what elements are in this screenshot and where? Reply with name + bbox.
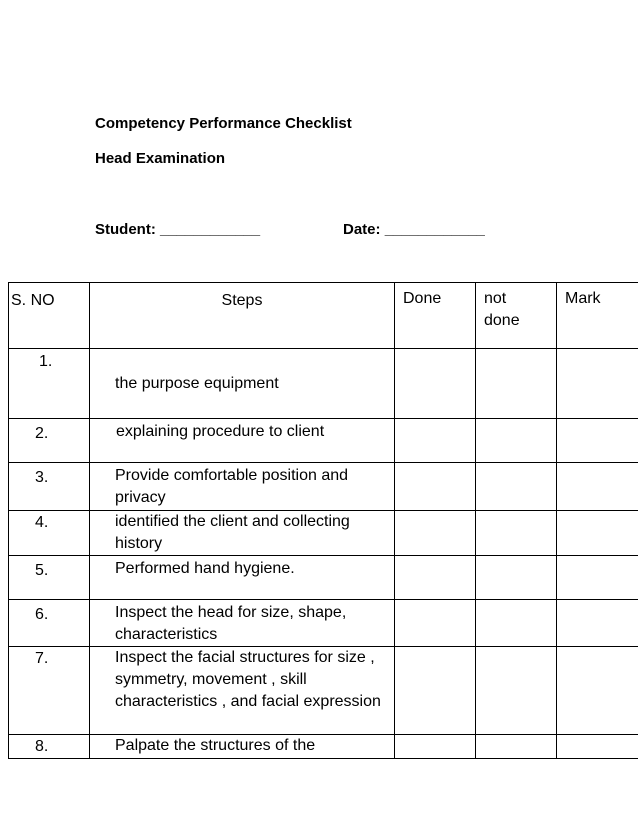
date-blank: ____________ — [384, 221, 485, 238]
student-label: Student: — [95, 221, 156, 238]
row-sno: 8. — [9, 735, 90, 759]
table-row — [9, 419, 638, 463]
row-done-cell[interactable] — [395, 647, 476, 735]
row-done-cell[interactable] — [395, 511, 476, 556]
student-field — [95, 221, 260, 239]
table-row — [9, 463, 638, 511]
row-not-done-cell[interactable] — [476, 349, 557, 419]
document-title: Competency Performance Checklist — [95, 115, 352, 132]
header-steps: Steps — [90, 283, 395, 349]
row-sno: 1. — [9, 349, 90, 419]
row-mark-cell[interactable] — [557, 349, 638, 419]
header-sno: S. NO — [9, 283, 90, 349]
row-mark-cell[interactable] — [557, 511, 638, 556]
row-done-cell[interactable] — [395, 419, 476, 463]
table-header-row — [9, 283, 638, 349]
row-mark-cell[interactable] — [557, 647, 638, 735]
row-not-done-cell[interactable] — [476, 419, 557, 463]
row-mark-cell[interactable] — [557, 463, 638, 511]
row-not-done-cell[interactable] — [476, 735, 557, 759]
row-step: Inspect the head for size, shape, characteristics — [90, 600, 395, 647]
row-sno: 6. — [9, 600, 90, 647]
table-row — [9, 600, 638, 647]
row-mark-cell[interactable] — [557, 600, 638, 647]
row-not-done-cell[interactable] — [476, 556, 557, 600]
table-row — [9, 735, 638, 759]
document-subtitle: Head Examination — [95, 150, 226, 167]
row-step: Palpate the structures of the — [90, 735, 395, 759]
row-step: Performed hand hygiene. — [90, 556, 395, 600]
row-done-cell[interactable] — [395, 735, 476, 759]
row-not-done-cell[interactable] — [476, 647, 557, 735]
table-row — [9, 556, 638, 600]
header-mark: Mark — [557, 283, 638, 349]
row-sno: 7. — [9, 647, 90, 735]
row-sno: 2. — [9, 419, 90, 463]
row-step: Inspect the facial structures for size , symmetry, movement , skill characteristics , and facial expression — [90, 647, 395, 735]
date-field — [343, 221, 485, 239]
row-not-done-cell[interactable] — [476, 511, 557, 556]
row-done-cell[interactable] — [395, 556, 476, 600]
row-not-done-cell[interactable] — [476, 600, 557, 647]
header-not-done — [476, 283, 557, 349]
student-blank: ____________ — [160, 221, 261, 238]
row-mark-cell[interactable] — [557, 556, 638, 600]
row-not-done-cell[interactable] — [476, 463, 557, 511]
table-row — [9, 511, 638, 556]
header-not-done-line1: not — [484, 290, 507, 307]
row-mark-cell[interactable] — [557, 735, 638, 759]
row-sno: 5. — [9, 556, 90, 600]
header-not-done-line2: done — [484, 312, 520, 329]
header-done: Done — [395, 283, 476, 349]
row-done-cell[interactable] — [395, 600, 476, 647]
table-row — [9, 349, 638, 419]
checklist-table — [8, 282, 638, 759]
date-label: Date: — [343, 221, 381, 238]
row-step: Provide comfortable position and privacy — [90, 463, 395, 511]
row-sno: 4. — [9, 511, 90, 556]
row-step: the purpose equipment — [90, 349, 395, 419]
row-done-cell[interactable] — [395, 349, 476, 419]
table-row — [9, 647, 638, 735]
row-done-cell[interactable] — [395, 463, 476, 511]
row-sno: 3. — [9, 463, 90, 511]
row-step: identified the client and collecting history — [90, 511, 395, 556]
row-mark-cell[interactable] — [557, 419, 638, 463]
row-step: explaining procedure to client — [90, 419, 395, 463]
